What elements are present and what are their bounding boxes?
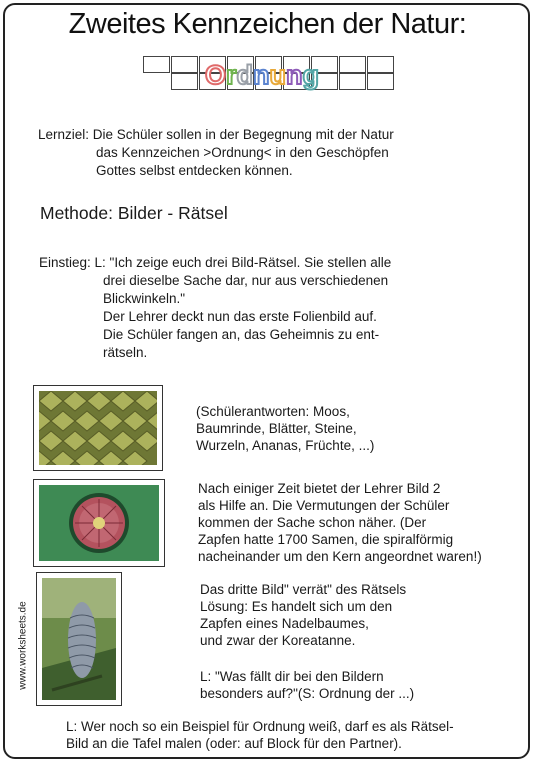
fir-cone-image: [42, 578, 116, 700]
word-letter-3: n: [253, 60, 270, 90]
cone-section-image: [39, 485, 159, 561]
colored-word-ordnung: [205, 60, 319, 91]
lernziel-line-1: Lernziel: Die Schüler sollen in der Begegnung mit der Natur: [38, 127, 394, 142]
einstieg-line-1: Einstieg: L: "Ich zeige euch drei Bild-Rätsel. Sie stellen alle: [39, 255, 392, 270]
block2-line-5: nacheinander um den Kern angeordnet waren!): [198, 549, 482, 564]
word-letter-2: d: [236, 60, 254, 90]
word-letter-1: r: [226, 60, 237, 90]
picture-3-fir-cone: [36, 572, 122, 706]
footer-line-2: Bild an die Tafel malen (oder: auf Block für den Partner).: [66, 736, 402, 751]
block3-line-2: Lösung: Es handelt sich um den: [200, 599, 393, 614]
einstieg-line-4: Der Lehrer deckt nun das erste Folienbild auf.: [103, 309, 377, 324]
page-title: Zweites Kennzeichen der Natur:: [68, 8, 467, 40]
block4-line-1: L: "Was fällt dir bei den Bildern: [200, 669, 384, 684]
block3-line-4: und zwar der Koreatanne.: [200, 633, 356, 648]
word-letter-4: u: [269, 60, 287, 90]
picture-2-cone-section: [33, 479, 165, 567]
block2-line-4: Zapfen hatte 1700 Samen, die spiralförmig: [198, 532, 454, 547]
lernziel-line-2: das Kennzeichen >Ordnung< in den Geschöpfen: [96, 145, 389, 160]
methode-heading: Methode: Bilder - Rätsel: [40, 203, 228, 223]
einstieg-line-6: rätseln.: [103, 345, 148, 360]
einstieg-line-5: Die Schüler fangen an, das Geheimnis zu ent-: [103, 327, 380, 342]
word-letter-6: g: [302, 60, 320, 90]
block2-line-3: kommen der Sache schon näher. (Der: [198, 515, 427, 530]
word-letter-5: n: [286, 60, 303, 90]
picture-1-cone-scales: [33, 385, 163, 471]
einstieg-line-2: drei dieselbe Sache dar, nur aus verschiedenen: [103, 273, 389, 288]
block1-line-1: (Schülerantworten: Moos,: [196, 404, 350, 419]
lernziel-line-3: Gottes selbst entdecken können.: [96, 163, 293, 178]
block1-line-2: Baumrinde, Blätter, Steine,: [196, 421, 357, 436]
word-letter-0: O: [205, 60, 227, 90]
footer-line-1: L: Wer noch so ein Beispiel für Ordnung weiß, darf es als Rätsel-: [66, 719, 454, 734]
block2-line-1: Nach einiger Zeit bietet der Lehrer Bild 2: [198, 481, 441, 496]
cone-scales-image: [39, 391, 157, 465]
block3-line-1: Das dritte Bild" verrät" des Rätsels: [200, 582, 407, 597]
block4-line-2: besonders auf?"(S: Ordnung der ...): [200, 686, 415, 701]
watermark: www.worksheets.de: [17, 601, 29, 690]
einstieg-line-3: Blickwinkeln.": [103, 291, 186, 306]
block1-line-3: Wurzeln, Ananas, Früchte, ...): [196, 438, 375, 453]
block2-line-2: als Hilfe an. Die Vermutungen der Schüler: [198, 498, 450, 513]
block3-line-3: Zapfen eines Nadelbaumes,: [200, 616, 369, 631]
